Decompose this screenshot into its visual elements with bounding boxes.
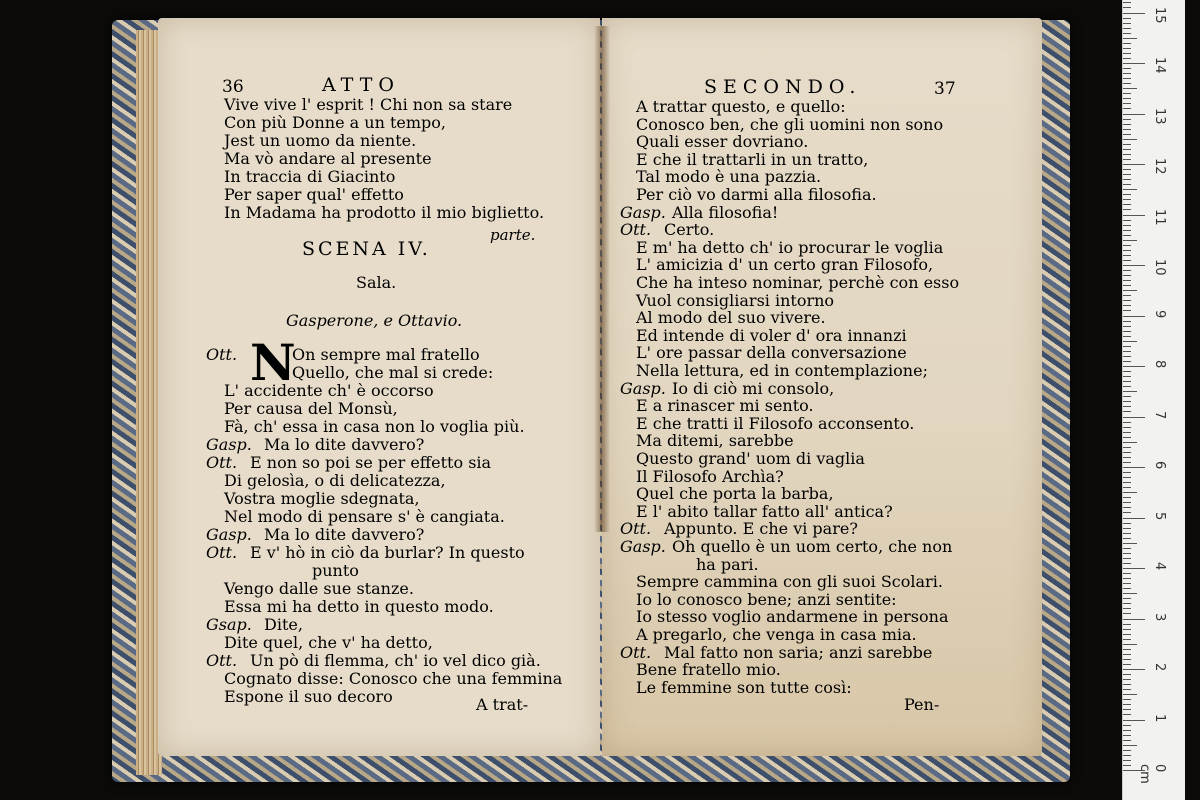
ruler-tick <box>1123 482 1131 483</box>
dialogue-line: Per ciò vo darmi alla filosofia. <box>636 185 877 204</box>
ruler-tick <box>1123 765 1131 766</box>
speaker-label: Ott. <box>206 453 238 472</box>
ruler-tick <box>1123 108 1131 109</box>
ruler-tick <box>1123 725 1131 726</box>
ruler-tick <box>1123 634 1131 635</box>
ruler-tick <box>1123 502 1131 503</box>
ruler-label: 8 <box>1152 360 1167 369</box>
ruler-tick <box>1123 593 1137 594</box>
dialogue-line: Appunto. E che vi pare? <box>664 519 858 539</box>
ruler-tick <box>1123 709 1131 710</box>
ruler-tick <box>1123 437 1131 438</box>
ruler-tick <box>1123 583 1131 584</box>
ruler-tick <box>1123 512 1131 513</box>
dialogue-line: Quello, che mal si crede: <box>292 363 494 382</box>
dialogue-line: Di gelosìa, o di delicatezza, <box>224 471 446 490</box>
ruler-tick <box>1123 260 1131 261</box>
dialogue-line: E v' hò in ciò da burlar? In questo <box>250 543 525 562</box>
ruler-tick <box>1123 245 1131 246</box>
ruler-tick <box>1123 194 1131 195</box>
ruler-tick <box>1123 331 1131 332</box>
ruler-tick <box>1123 235 1131 236</box>
ruler-tick <box>1123 316 1145 317</box>
ruler-tick <box>1123 23 1131 24</box>
speaker-label: Gasp. <box>620 537 666 556</box>
dialogue-line: Nella lettura, ed in contemplazione; <box>636 361 928 380</box>
dialogue-line: Ma ditemi, sarebbe <box>636 431 794 451</box>
ruler-tick <box>1123 447 1131 448</box>
ruler-tick <box>1123 608 1131 609</box>
ruler-tick <box>1123 613 1131 614</box>
dialogue-line: E a rinascer mi sento. <box>636 396 814 416</box>
ruler-tick <box>1123 664 1131 665</box>
ruler-tick <box>1123 391 1137 392</box>
ruler-tick <box>1123 427 1131 428</box>
ruler-tick <box>1123 300 1131 301</box>
dialogue-line: Ma lo dite davvero? <box>264 525 425 544</box>
ruler-tick <box>1123 78 1131 79</box>
dialogue-line: Dite quel, che v' ha detto, <box>224 633 433 652</box>
speaker-label: Ott. <box>620 642 652 662</box>
ruler-tick <box>1123 578 1131 579</box>
scene-heading: SCENA IV. <box>302 238 431 260</box>
ruler-label: 4 <box>1152 562 1167 571</box>
speaker-label: Ott. <box>206 345 238 364</box>
ruler-tick <box>1123 457 1131 458</box>
ruler-tick <box>1123 669 1145 670</box>
ruler-tick <box>1123 305 1131 306</box>
dialogue-line: ha pari. <box>696 554 759 574</box>
right-page-number: 37 <box>934 79 956 99</box>
ruler-tick <box>1123 48 1131 49</box>
ruler-tick <box>1123 452 1131 453</box>
ruler-tick <box>1123 285 1131 286</box>
drop-cap: N <box>250 333 296 392</box>
ruler-tick <box>1123 310 1131 311</box>
ruler-tick <box>1123 230 1131 231</box>
ruler-tick <box>1123 169 1131 170</box>
ruler-tick <box>1123 411 1131 412</box>
dialogue-line: Alla filosofia! <box>672 202 779 222</box>
ruler-tick <box>1123 406 1131 407</box>
speaker-label: Ott. <box>620 220 652 240</box>
ruler-label: 3 <box>1152 612 1167 621</box>
ruler-tick <box>1123 432 1131 433</box>
ruler-tick <box>1123 674 1131 675</box>
dialogue-line: Vostra moglie sdegnata, <box>224 489 420 508</box>
ruler-tick <box>1123 704 1131 705</box>
dialogue-line: Oh quello è un uom certo, che non <box>672 537 953 556</box>
ruler-tick <box>1123 255 1131 256</box>
dialogue-line: Questo grand' uom di vaglia <box>636 449 865 468</box>
ruler-tick <box>1123 290 1137 291</box>
ruler-tick <box>1123 270 1131 271</box>
ruler-tick <box>1123 63 1145 64</box>
ruler-tick <box>1123 58 1131 59</box>
ruler-label: 9 <box>1152 309 1167 318</box>
ruler-tick <box>1123 563 1131 564</box>
dialogue-line: Conosco ben, che gli uomini non sono <box>636 114 944 134</box>
dialogue-line: A trattar questo, e quello: <box>636 97 846 116</box>
ruler-tick <box>1123 280 1131 281</box>
ruler-label: 2 <box>1152 663 1167 672</box>
ruler-tick <box>1123 629 1131 630</box>
verse-line: In Madama ha prodotto il mio biglietto. <box>224 203 545 222</box>
ruler-tick <box>1123 528 1131 529</box>
ruler-tick <box>1123 174 1131 175</box>
ruler-tick <box>1123 548 1131 549</box>
speaker-label: Gasp. <box>620 378 666 398</box>
dialogue-line: E l' abito tallar fatto all' antica? <box>636 501 893 521</box>
dialogue-line: Quali esser dovriano. <box>636 132 809 152</box>
ruler-tick <box>1123 361 1131 362</box>
ruler-tick <box>1123 422 1131 423</box>
ruler-tick <box>1123 321 1131 322</box>
ruler-tick <box>1123 346 1131 347</box>
ruler-tick <box>1123 336 1131 337</box>
ruler-label: 11 <box>1152 208 1167 226</box>
ruler-tick <box>1123 689 1131 690</box>
ruler-tick <box>1123 139 1137 140</box>
left-catchword: A trat- <box>476 695 529 714</box>
dialogue-line: Fà, ch' essa in casa non lo voglia più. <box>224 417 525 436</box>
dialogue-line: Tal modo è una pazzia. <box>636 167 822 187</box>
ruler-tick <box>1123 442 1137 443</box>
ruler-tick <box>1123 684 1131 685</box>
ruler-tick <box>1123 149 1131 150</box>
ruler-tick <box>1123 275 1131 276</box>
ruler-tick <box>1123 351 1131 352</box>
ruler-tick <box>1123 98 1131 99</box>
ruler-tick <box>1123 518 1145 519</box>
dialogue-line: Il Filosofo Archìa? <box>636 466 784 486</box>
ruler-tick <box>1123 750 1131 751</box>
ruler-tick <box>1123 381 1131 382</box>
dialogue-line: Che ha inteso nominar, perchè con esso <box>636 273 960 292</box>
ruler-tick <box>1123 164 1145 165</box>
dialogue-line: Sempre cammina con gli suoi Scolari. <box>636 572 943 592</box>
ruler-tick <box>1123 250 1131 251</box>
ruler-tick <box>1123 467 1145 468</box>
ruler-tick <box>1123 462 1131 463</box>
dialogue-line: E non so poi se per effetto sia <box>250 453 492 472</box>
scene-setting: Sala. <box>356 273 397 292</box>
ruler-tick <box>1123 204 1131 205</box>
ruler-tick <box>1123 624 1131 625</box>
dialogue-line: Nel modo di pensare s' è cangiata. <box>224 507 505 526</box>
ruler-label: 5 <box>1152 511 1167 520</box>
ruler-tick <box>1123 699 1131 700</box>
scene-characters: Gasperone, e Ottavio. <box>286 311 463 330</box>
dialogue-line: Certo. <box>664 220 715 240</box>
speaker-label: Ott. <box>206 651 238 670</box>
ruler-tick <box>1123 568 1145 569</box>
dialogue-line: E che tratti il Filosofo acconsento. <box>636 413 915 433</box>
ruler-tick <box>1123 755 1131 756</box>
ruler-tick <box>1123 199 1131 200</box>
speaker-label: Ott. <box>206 543 238 562</box>
dialogue-line: Per causa del Monsù, <box>224 399 398 418</box>
dialogue-line: punto <box>312 561 359 580</box>
ruler-tick <box>1123 184 1131 185</box>
ruler-tick <box>1123 472 1131 473</box>
ruler-tick <box>1123 295 1131 296</box>
right-catchword: Pen- <box>904 695 940 714</box>
dialogue-line: Al modo del suo vivere. <box>636 308 826 328</box>
ruler-tick <box>1123 88 1137 89</box>
verse-line: Vive vive l' esprit ! Chi non sa stare <box>224 95 513 114</box>
ruler-tick <box>1123 639 1131 640</box>
dialogue-line: E m' ha detto ch' io procurar le voglia <box>636 237 944 257</box>
ruler-tick <box>1123 553 1131 554</box>
ruler-tick <box>1123 497 1131 498</box>
dialogue-line: On sempre mal fratello <box>292 345 480 364</box>
ruler-tick <box>1123 366 1145 367</box>
ruler-tick <box>1123 598 1131 599</box>
dialogue-line: Mal fatto non saria; anzi sarebbe <box>664 642 933 662</box>
ruler-tick <box>1123 159 1131 160</box>
ruler-label: 6 <box>1152 461 1167 470</box>
ruler-tick <box>1123 492 1137 493</box>
ruler-tick <box>1123 735 1131 736</box>
ruler-tick <box>1123 33 1131 34</box>
dialogue-line: Io stesso voglio andarmene in persona <box>636 607 949 627</box>
speaker-label: Ott. <box>620 519 652 539</box>
dialogue-line: Essa mi ha detto in questo modo. <box>224 597 494 616</box>
ruler-tick <box>1123 487 1131 488</box>
ruler-tick <box>1123 654 1131 655</box>
ruler-tick <box>1123 507 1131 508</box>
ruler-tick <box>1123 129 1131 130</box>
ruler-tick <box>1123 619 1145 620</box>
verse-line: Ma vò andare al presente <box>224 149 432 168</box>
ruler-tick <box>1123 396 1131 397</box>
ruler-tick <box>1123 134 1131 135</box>
ruler-label: 13 <box>1152 107 1167 125</box>
dialogue-line: Ed intende di voler d' ora innanzi <box>636 325 907 345</box>
ruler-tick <box>1123 341 1137 342</box>
ruler-tick <box>1123 68 1131 69</box>
ruler-tick <box>1123 73 1131 74</box>
ruler-tick <box>1123 240 1137 241</box>
dialogue-line: L' ore passar della conversazione <box>636 343 907 363</box>
dialogue-line: L' amicizia d' un certo gran Filosofo, <box>636 255 934 275</box>
ruler-tick <box>1123 114 1145 115</box>
ruler-label: 7 <box>1152 410 1167 419</box>
dialogue-line: Ma lo dite davvero? <box>264 435 425 454</box>
verse-line: Con più Donne a un tempo, <box>224 113 446 132</box>
speaker-label: Gasp. <box>620 202 666 222</box>
ruler-tick <box>1123 93 1131 94</box>
dialogue-line: E che il trattarli in un tratto, <box>636 149 869 169</box>
dialogue-line: Dite, <box>264 615 303 634</box>
ruler-label: 15 <box>1152 6 1167 24</box>
ruler-tick <box>1123 543 1137 544</box>
ruler-label: 0 cm <box>1137 764 1167 784</box>
ruler-tick <box>1123 401 1131 402</box>
ruler-tick <box>1123 740 1131 741</box>
dialogue-line: Vuol consigliarsi intorno <box>636 290 835 310</box>
dialogue-line: Io di ciò mi consolo, <box>672 378 835 398</box>
ruler-tick <box>1123 154 1131 155</box>
ruler-tick <box>1123 720 1145 721</box>
ruler-tick <box>1123 538 1131 539</box>
ruler-tick <box>1123 649 1131 650</box>
ruler-tick <box>1123 417 1145 418</box>
ruler-tick <box>1123 13 1145 14</box>
ruler-tick <box>1123 53 1131 54</box>
speaker-label: Gasp. <box>206 525 252 544</box>
ruler-tick <box>1123 103 1131 104</box>
right-running-header: SECONDO. <box>704 76 862 98</box>
dialogue-line: Quel che porta la barba, <box>636 484 834 504</box>
ruler-tick <box>1123 124 1131 125</box>
dialogue-line: Le femmine son tutte così: <box>636 677 852 697</box>
dialogue-line: L' accidente ch' è occorso <box>224 381 434 400</box>
ruler-label: 14 <box>1152 57 1167 74</box>
left-page-number: 36 <box>222 77 244 97</box>
ruler-tick <box>1123 477 1131 478</box>
ruler-label: 10 <box>1152 259 1167 276</box>
ruler-tick <box>1123 265 1145 266</box>
speaker-label: Gsap. <box>206 615 252 634</box>
ruler-tick <box>1123 523 1131 524</box>
verse-line: Per saper qual' effetto <box>224 185 404 204</box>
ruler-tick <box>1123 43 1131 44</box>
stage-direction: parte. <box>490 226 536 244</box>
ruler-tick <box>1123 179 1131 180</box>
verse-line: In traccia di Giacinto <box>224 167 396 186</box>
ruler-tick <box>1123 714 1131 715</box>
ruler-tick <box>1123 603 1131 604</box>
dialogue-line: Un pò di flemma, ch' io vel dico già. <box>250 651 541 670</box>
dialogue-line: Io lo conosco bene; anzi sentite: <box>636 589 897 609</box>
ruler-tick <box>1123 2 1131 3</box>
dialogue-line: Espone il suo decoro <box>224 687 393 706</box>
ruler-tick <box>1123 225 1131 226</box>
ruler-tick <box>1123 189 1137 190</box>
ruler-tick <box>1123 644 1137 645</box>
measurement-ruler <box>1122 0 1185 800</box>
ruler-tick <box>1123 659 1131 660</box>
ruler-tick <box>1123 7 1131 8</box>
dialogue-line: A pregarlo, che venga in casa mia. <box>636 625 917 644</box>
book-gutter <box>594 26 610 532</box>
ruler-tick <box>1123 220 1131 221</box>
ruler-tick <box>1123 745 1137 746</box>
ruler-tick <box>1123 18 1131 19</box>
ruler-label: 12 <box>1152 158 1167 175</box>
ruler-tick <box>1123 573 1131 574</box>
ruler-tick <box>1123 144 1131 145</box>
ruler-tick <box>1123 386 1131 387</box>
left-running-header: ATTO <box>322 74 400 96</box>
ruler-tick <box>1123 119 1131 120</box>
speaker-label: Gasp. <box>206 435 252 454</box>
ruler-tick <box>1123 533 1131 534</box>
ruler-tick <box>1123 679 1131 680</box>
ruler-tick <box>1123 376 1131 377</box>
ruler-tick <box>1123 215 1145 216</box>
ruler-tick <box>1123 326 1131 327</box>
ruler-tick <box>1123 730 1131 731</box>
ruler-tick <box>1123 209 1131 210</box>
ruler-tick <box>1123 356 1131 357</box>
ruler-tick <box>1123 83 1131 84</box>
ruler-tick <box>1123 760 1131 761</box>
dialogue-line: Vengo dalle sue stanze. <box>224 579 414 598</box>
ruler-tick <box>1123 588 1131 589</box>
ruler-tick <box>1123 28 1131 29</box>
dialogue-line: Cognato disse: Conosco che una femmina <box>224 669 563 688</box>
dialogue-line: Bene fratello mio. <box>636 660 781 680</box>
ruler-tick <box>1123 694 1137 695</box>
ruler-tick <box>1123 38 1137 39</box>
ruler-tick <box>1123 371 1131 372</box>
verse-line: Jest un uomo da niente. <box>224 131 417 150</box>
ruler-label: 1 <box>1152 713 1167 722</box>
ruler-tick <box>1123 558 1131 559</box>
